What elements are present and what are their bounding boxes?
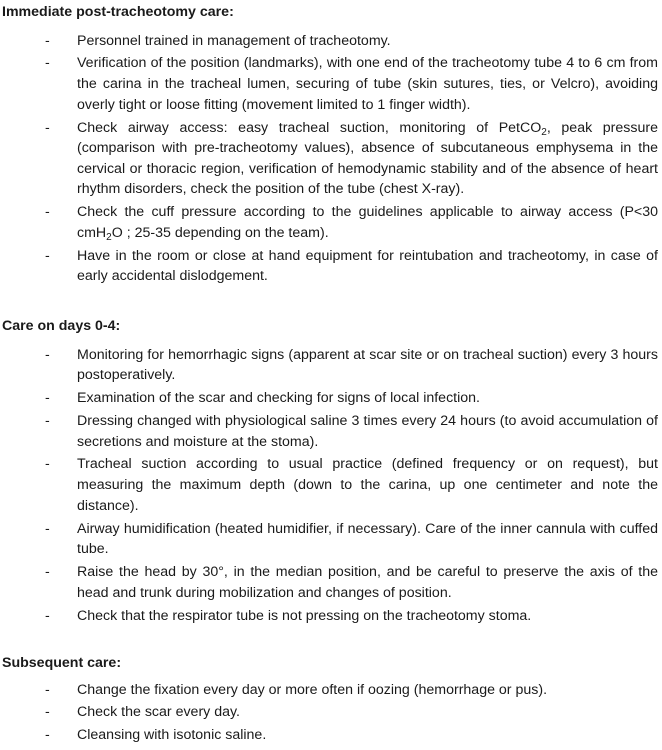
bullet-dash: - — [45, 346, 50, 363]
bullet-dash: - — [45, 247, 50, 264]
list-item: - Check that the respirator tube is not pressing on the tracheotomy stoma. — [0, 606, 662, 627]
bullet-list — [0, 680, 662, 746]
bullet-dash: - — [45, 564, 50, 581]
list-item: - Check the scar every day. — [0, 702, 662, 723]
list-item: - Raise the head by 30°, in the median position, and be careful to preserve the axis of the head and trunk during mobilization and changes of position. — [45, 564, 658, 601]
section-heading: Immediate post-tracheotomy care: — [2, 4, 234, 20]
section-heading: Care on days 0-4: — [2, 318, 121, 334]
list-item: - Verification of the position (landmarks), with one end of the tracheotomy tube 4 to 6 cm from the carina in the tracheal lumen, securing of tube (skin sutures, ties, or Velcro), avoiding overly tight or loose fitting (movement limited to 1 finger width). — [45, 55, 658, 113]
list-item: - Check airway access: easy tracheal suction, monitoring of PetCO$_2$, peak pressure (comparison with pre-tracheotomy values), absence of subcutaneous emphysema in the cervical or thoracic region, verification of hemodynamic stability and of the absence of heart rhythm disorders, check the position of the tube (chest X-ray). — [45, 119, 658, 198]
list-item: - Monitoring for hemorrhagic signs (apparent at scar site or on tracheal suction) every 3 hours postoperatively. — [45, 346, 658, 384]
bullet-dash: - — [45, 55, 50, 72]
bullet-dash: - — [45, 456, 50, 473]
section-days-0-4 — [0, 316, 662, 628]
bullet-dash: - — [45, 32, 50, 49]
section-heading: Subsequent care: — [2, 655, 122, 671]
list-item: - Have in the room or close at hand equipment for reintubation and tracheotomy, in case of early accidental dislodgement. — [45, 247, 658, 285]
bullet-dash: - — [45, 412, 50, 429]
bullet-dash: - — [45, 119, 50, 136]
bullet-dash: - — [45, 204, 50, 221]
list-item: - Check the cuff pressure according to the guidelines applicable to airway access (P<30 cmH$_2$O ; 25-35 depending on the team). — [45, 204, 658, 243]
bullet-dash: - — [45, 681, 50, 698]
bullet-dash: - — [45, 727, 50, 744]
list-item: - Tracheal suction according to usual practice (defined frequency or on request), but measuring the maximum depth (down to the carina, up one centimeter and note the distance). — [45, 456, 658, 514]
list-item: - Cleansing with isotonic saline. — [0, 725, 662, 746]
bullet-dash: - — [45, 520, 50, 537]
section-subsequent-care — [0, 653, 662, 748]
bullet-list — [0, 345, 662, 627]
bullet-dash: - — [45, 704, 50, 721]
bullet-dash: - — [45, 607, 50, 624]
list-item: - Personnel trained in management of tracheotomy. — [0, 31, 662, 52]
list-item: - Dressing changed with physiological saline 3 times every 24 hours (to avoid accumulation of secretions and moisture at the stoma). — [45, 412, 658, 450]
list-item: - Change the fixation every day or more often if oozing (hemorrhage or pus). — [0, 680, 662, 701]
bullet-list — [0, 31, 662, 287]
list-item: - Airway humidification (heated humidifier, if necessary). Care of the inner cannula with cuffed tube. — [45, 520, 658, 558]
bullet-dash: - — [45, 390, 50, 407]
section-immediate-care — [0, 2, 662, 289]
list-item: - Examination of the scar and checking for signs of local infection. — [0, 388, 662, 409]
